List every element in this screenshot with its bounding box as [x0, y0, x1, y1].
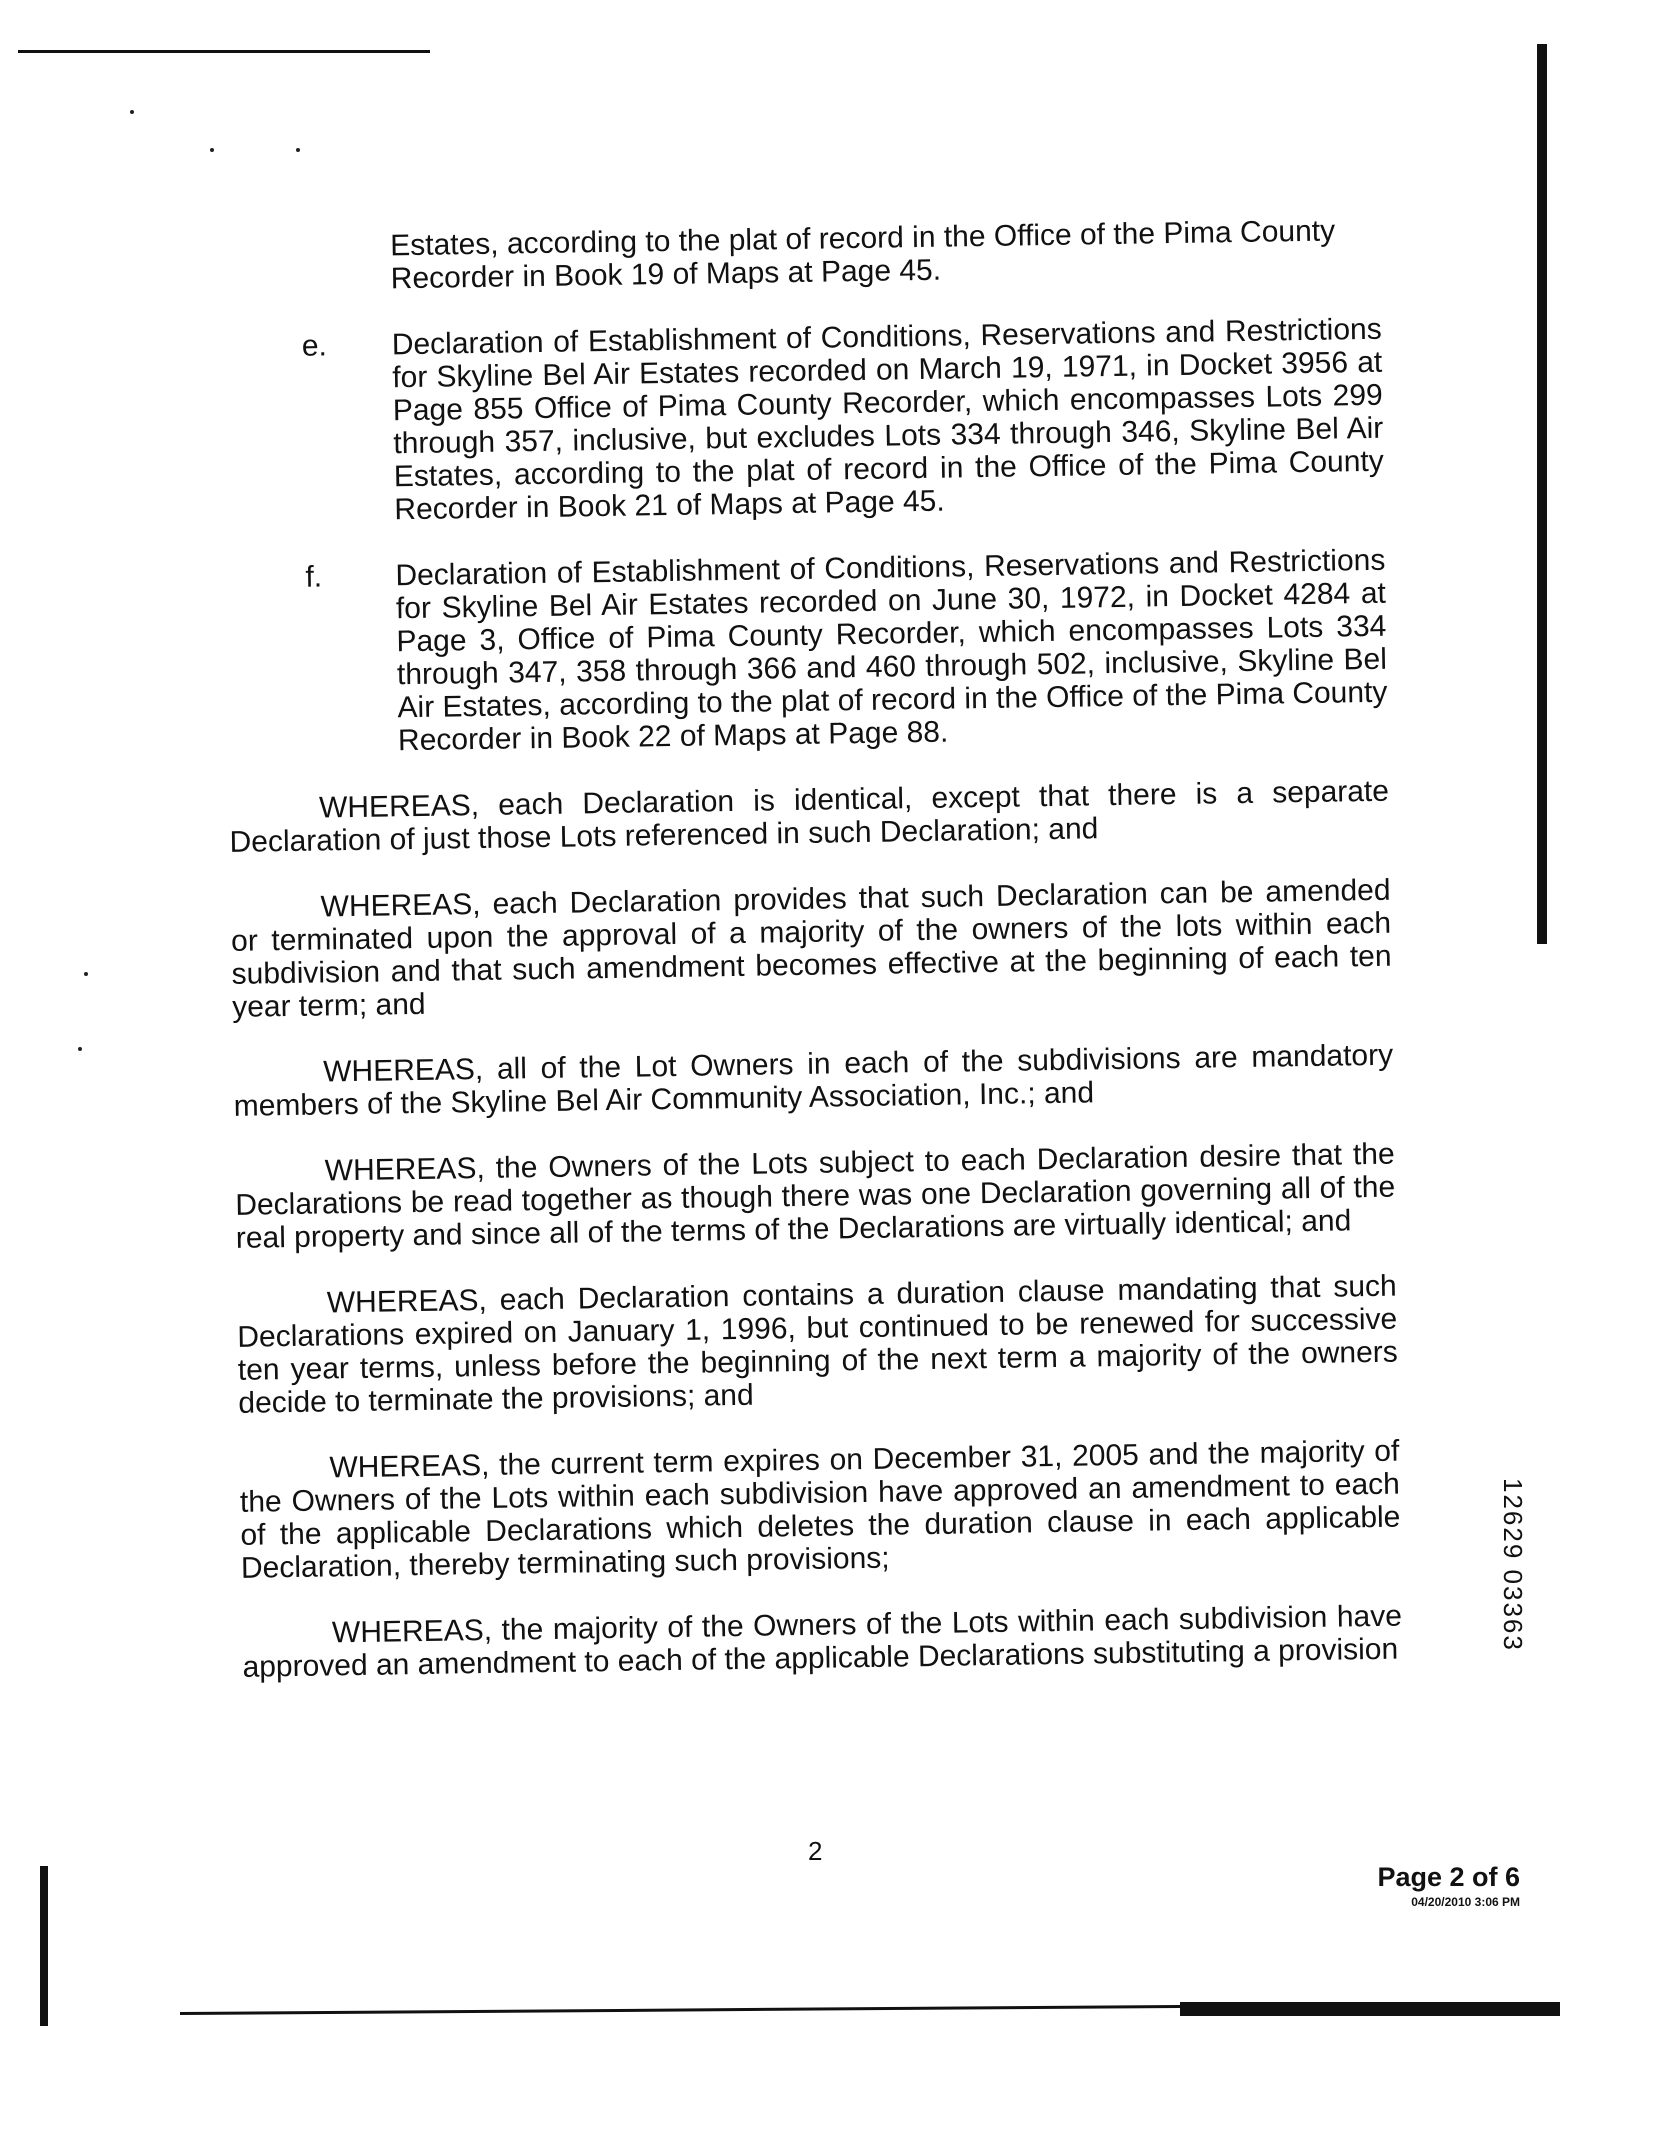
whereas-paragraph: WHEREAS, the majority of the Owners of the Lots within each subdivision have approved an amendment to each of the applicable Declarations substituting a provision: [242, 1599, 1403, 1684]
page-stamp-label: Page 2 of 6: [1377, 1862, 1520, 1892]
item-label: e.: [301, 329, 328, 363]
right-margin-bar: [1537, 44, 1547, 944]
scan-speck: [210, 148, 214, 152]
item-text: Declaration of Establishment of Conditions, Reservations and Restrictions for Skyline Bel Air Estates recorded on March 19, 1971, in Docket 3956 at Page 855 Office of Pima County Recorder, which encompasses Lots 299 through 357, inclusive, but excludes Lots 334 through 346, Skyline Bel Air Estates, according to the plat of record in the Office of the Pima County Recorder in Book 21 of Maps at Page 45.: [391, 312, 1385, 527]
page-number: 2: [808, 1836, 823, 1866]
list-item-f: [225, 544, 1388, 760]
item-text: Declaration of Establishment of Conditions, Reservations and Restrictions for Skyline Bel Air Estates recorded on June 30, 1972, in Docket 4284 at Page 3, Office of Pima County Recorder, which encompasses Lots 334 through 347, 358 through 366 and 460 through 502, inclusive, Skyline Bel Air Estates, according to the plat of record in the Office of the Pima County Recorder in Book 22 of Maps at Page 88.: [395, 543, 1388, 758]
page-stamp: [1360, 1862, 1520, 1909]
whereas-paragraph: WHEREAS, each Declaration is identical, except that there is a separate Declaration of just those Lots referenced in such Declaration; and: [229, 774, 1390, 859]
recording-number: 12629 03363: [1498, 1478, 1528, 1652]
continued-fragment: Estates, according to the plat of record in the Office of the Pima County Recorder in Book 19 of Maps at Page 45.: [389, 214, 1336, 296]
page-stamp-datetime: 04/20/2010 3:06 PM: [1411, 1895, 1520, 1909]
whereas-paragraph: WHEREAS, each Declaration provides that such Declaration can be amended or terminated upon the approval of a majority of the owners of the lots within each subdivision and that such amendment becomes effective at the beginning of each ten year term; and: [230, 873, 1392, 1024]
top-left-rule: [18, 50, 430, 53]
scan-speck: [78, 1047, 82, 1051]
document-body: [220, 214, 1403, 1717]
list-item-e: [222, 313, 1385, 529]
item-label: f.: [305, 560, 323, 594]
whereas-paragraph: WHEREAS, all of the Lot Owners in each of the subdivisions are mandatory members of the Skyline Bel Air Community Association, Inc.; and: [233, 1038, 1394, 1123]
bottom-right-thick-rule: [1180, 2002, 1560, 2016]
whereas-paragraph: WHEREAS, the current term expires on December 31, 2005 and the majority of the Owners of the Lots within each subdivision have approved an amendment to each of the applicable Declarations which deletes the duration clause in each applicable Declaration, thereby terminating such provisions;: [239, 1434, 1401, 1585]
scan-speck: [296, 148, 300, 152]
left-margin-bar: [40, 1866, 48, 2026]
whereas-paragraph: WHEREAS, the Owners of the Lots subject to each Declaration desire that the Declarations be read together as though there was one Declaration governing all of the real property and since all of the terms of the Declarations are virtually identical; and: [235, 1137, 1396, 1255]
whereas-paragraph: WHEREAS, each Declaration contains a duration clause mandating that such Declarations expired on January 1, 1996, but continued to be renewed for successive ten year terms, unless before the beginning of the next term a majority of the owners decide to terminate the provisions; and: [237, 1269, 1398, 1420]
scan-speck: [84, 972, 88, 976]
scan-speck: [130, 110, 134, 114]
